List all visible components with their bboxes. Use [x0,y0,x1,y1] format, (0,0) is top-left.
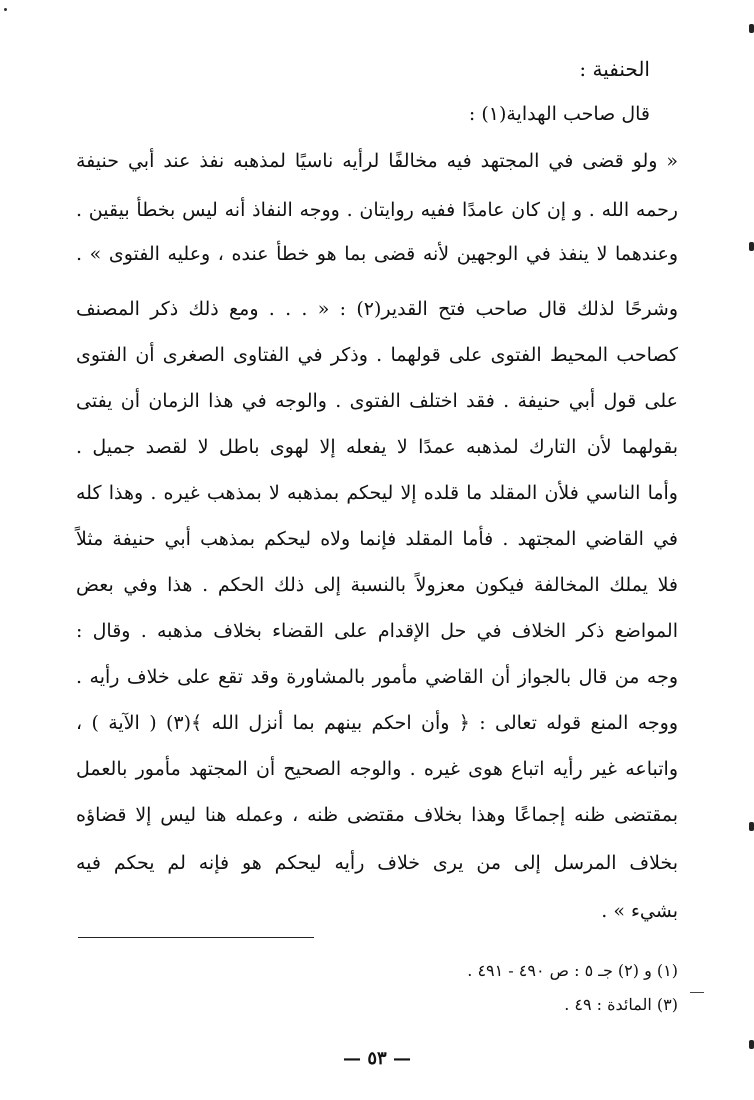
body-line: بمقتضى ظنه إجماعًا وهذا بخلاف مقتضى ظنه ، وعمله هنا ليس إلا قضاؤه [76,804,678,826]
scan-dot [4,8,7,11]
footnote-separator [78,937,314,938]
section-heading: الحنفية : [579,57,650,81]
body-line: وشرحًا لذلك قال صاحب فتح القدير(٢) : « . . . ومع ذلك ذكر المصنف [76,298,678,320]
body-line: كصاحب المحيط الفتوى على قولهما . وذكر في الفتاوى الصغرى أن الفتوى [76,344,678,366]
body-line: في القاضي المجتهد . فأما المقلد فإنما ولاه ليحكم بمذهب أبي حنيفة مثلاً [76,528,678,550]
body-line: بشيء » . [601,900,678,922]
page-number-value: ٥٣ [367,1048,387,1069]
body-line: بخلاف المرسل إلى من يرى خلاف رأيه ليحكم هو فإنه لم يحكم فيه [76,852,678,874]
scan-mark [749,24,754,33]
footnote: (١) و (٢) جـ ٥ : ص ٤٩٠ - ٤٩١ . [467,961,678,980]
footnote: (٣) المائدة : ٤٩ . [564,995,678,1014]
subheading: قال صاحب الهداية(١) : [468,103,650,125]
body-line: ووجه المنع قوله تعالى : ﴿ وأن احكم بينهم بما أنزل الله ﴾(٣) ( الآية ) ، [76,712,678,734]
body-line: وأما الناسي فلأن المقلد ما قلده إلا ليحكم بمذهبه لا بمذهب غيره . وهذا كله [76,482,678,504]
page-number: — ٥٣ — [343,1048,411,1069]
body-line: المواضع ذكر الخلاف في حل الإقدام على القضاء بخلاف مذهبه . وقال : [76,620,678,642]
scan-mark [749,822,754,831]
quote-line: رحمه الله . و إن كان عامدًا ففيه روايتان . ووجه النفاذ أنه ليس بخطأ بيقين . [76,199,678,221]
quote-line: وعندهما لا ينفذ في الوجهين لأنه قضى بما هو خطأ عنده ، وعليه الفتوى » . [76,243,678,265]
body-line: على قول أبي حنيفة . فقد اختلف الفتوى . والوجه في هذا الزمان أن يفتى [76,390,678,412]
body-line: بقولهما لأن التارك لمذهبه عمدًا لا يفعله إلا لهوى باطل لا لقصد جميل . [76,436,678,458]
body-line: فلا يملك المخالفة فيكون معزولاً بالنسبة إلى ذلك الحكم . هذا وفي بعض [76,574,678,596]
scan-dash [690,992,704,993]
scan-mark [749,1040,754,1049]
quote-line: « ولو قضى في المجتهد فيه مخالفًا لرأيه ناسيًا لمذهبه نفذ عند أبي حنيفة [76,150,678,172]
scan-mark [749,242,754,251]
body-line: وجه من قال بالجواز أن القاضي مأمور بالمشاورة وقد تقع على خلاف رأيه . [76,666,678,688]
body-line: واتباعه غير رأيه اتباع هوى غيره . والوجه الصحيح أن المجتهد مأمور بالعمل [76,758,678,780]
